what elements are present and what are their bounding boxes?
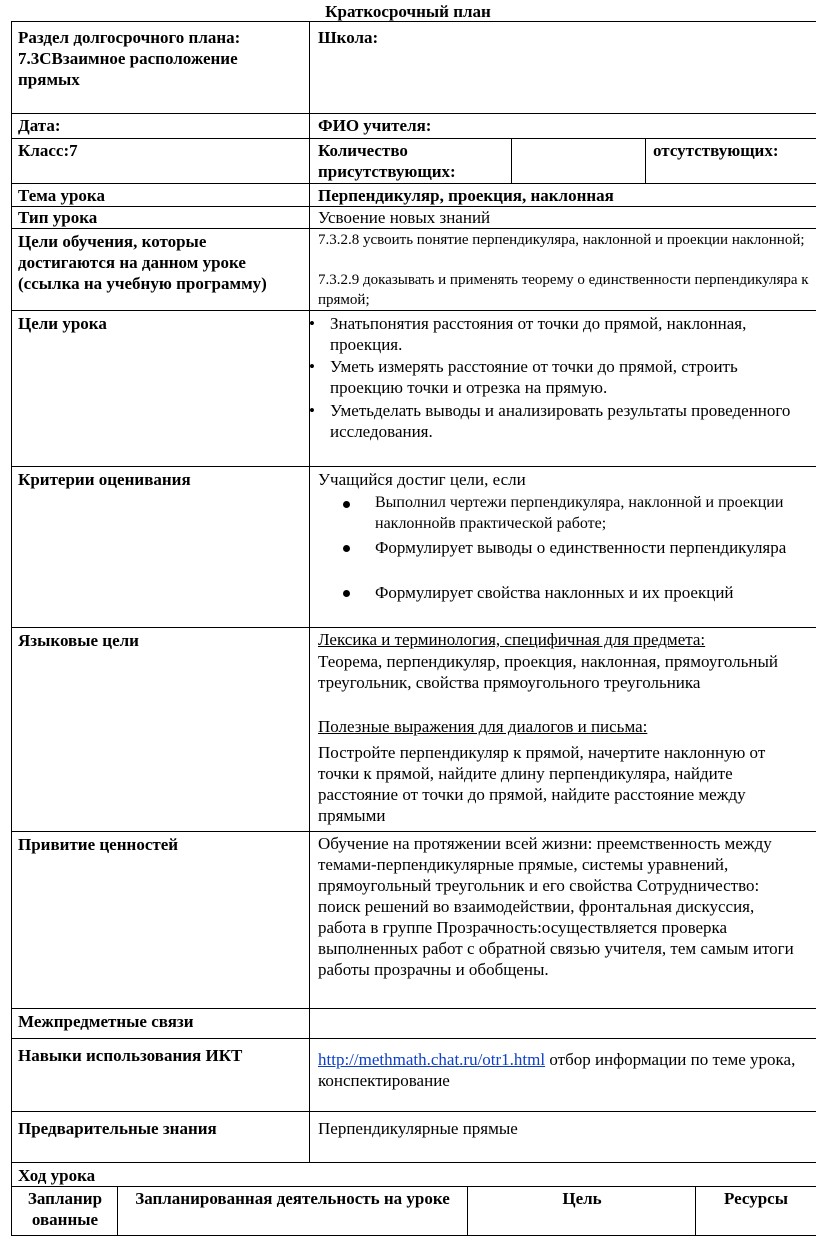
date-label: Дата: bbox=[18, 116, 61, 135]
values-text: Обучение на протяжении всей жизни: преемственность между темами-перпендикулярные прямые, системы уравнений, прямоугольный треугольник и его свойства Сотрудничество: поиск решений во взаимодействии, фронтальная дискуссия, работа в группе Прозрачность:осуществляется проверка выполненных работ с обратной связью учителя, тем самым итоги работы прозрачны и обобщены. bbox=[318, 834, 794, 979]
bullet-icon bbox=[343, 545, 350, 552]
absent-label: отсутствующих: bbox=[653, 141, 779, 160]
ict-text: отбор информации по теме урока, конспектирование bbox=[318, 1050, 796, 1090]
phrases-text: Постройте перпендикуляр к прямой, начертите наклонную от точки к прямой, найдите длину перпендикуляра, найдите расстояние от точки до прямой, найдите расстояние между прямыми bbox=[318, 743, 766, 825]
section-label: Раздел долгосрочного плана: bbox=[18, 28, 241, 47]
ict-link[interactable]: http://methmath.chat.ru/otr1.html bbox=[318, 1050, 546, 1069]
objective-item: 7.3.2.9 доказывать и применять теорему о единственности перпендикуляра к прямой; bbox=[318, 272, 809, 308]
topic-label: Тема урока bbox=[18, 186, 105, 205]
section-value: 7.3СВзаимное расположение прямых bbox=[18, 49, 238, 89]
goal-bullet: • bbox=[309, 357, 315, 376]
objectives-label: Цели обучения, которые достигаются на данном уроке (ссылка на учебную программу) bbox=[18, 232, 267, 293]
phrases-heading: Полезные выражения для диалогов и письма: bbox=[318, 717, 648, 736]
goals-label: Цели урока bbox=[18, 314, 107, 333]
present-label: Количество присутствующих: bbox=[318, 141, 456, 181]
goal-item: Уметьделать выводы и анализировать результаты проведенного исследования. bbox=[330, 401, 791, 441]
class-label: Класс:7 bbox=[18, 141, 78, 160]
school-label: Школа: bbox=[318, 28, 379, 47]
criteria-item: Формулирует выводы о единственности перпендикуляра bbox=[375, 538, 787, 557]
interdisciplinary-label: Межпредметные связи bbox=[18, 1012, 194, 1031]
values-label: Привитие ценностей bbox=[18, 835, 179, 854]
teacher-label: ФИО учителя: bbox=[318, 116, 432, 135]
course-heading: Ход урока bbox=[18, 1166, 96, 1185]
bullet-icon bbox=[343, 590, 350, 597]
document-title: Краткосрочный план bbox=[325, 2, 491, 21]
column-header: Цель bbox=[562, 1189, 602, 1208]
goal-item: Знатьпонятия расстояния от точки до прямой, наклонная, проекция. bbox=[330, 314, 747, 354]
goal-bullet: • bbox=[309, 314, 315, 333]
lexicon-heading: Лексика и терминология, специфичная для предмета: bbox=[318, 630, 706, 649]
criteria-intro: Учащийся достиг цели, если bbox=[318, 470, 526, 489]
column-header: Запланированная деятельность на уроке bbox=[135, 1189, 450, 1208]
prior-label: Предварительные знания bbox=[18, 1119, 217, 1138]
type-value: Усвоение новых знаний bbox=[318, 208, 491, 227]
objective-item: 7.3.2.8 усвоить понятие перпендикуляра, наклонной и проекции наклонной; bbox=[318, 232, 805, 248]
topic-value: Перпендикуляр, проекция, наклонная bbox=[318, 186, 614, 205]
bullet-icon bbox=[343, 501, 350, 508]
goal-item: Уметь измерять расстояние от точки до прямой, строить проекцию точки и отрезка на прямую. bbox=[330, 357, 738, 397]
criteria-item: Формулирует свойства наклонных и их проекций bbox=[375, 583, 734, 602]
type-label: Тип урока bbox=[18, 208, 98, 227]
column-header: Запланир ованные bbox=[27, 1189, 103, 1229]
ict-content bbox=[318, 1049, 812, 1091]
prior-value: Перпендикулярные прямые bbox=[318, 1119, 518, 1138]
column-header: Ресурсы bbox=[723, 1189, 788, 1208]
goal-bullet: • bbox=[309, 401, 315, 420]
criteria-label: Критерии оценивания bbox=[18, 470, 191, 489]
lexicon-text: Теорема, перпендикуляр, проекция, наклонная, прямоугольный треугольник, свойства прямоугольного треугольника bbox=[318, 652, 778, 692]
criteria-item: Выполнил чертежи перпендикуляра, наклонной и проекции наклоннойв практической работе; bbox=[375, 494, 784, 532]
language-label: Языковые цели bbox=[18, 631, 139, 650]
ict-label: Навыки использования ИКТ bbox=[18, 1046, 243, 1065]
